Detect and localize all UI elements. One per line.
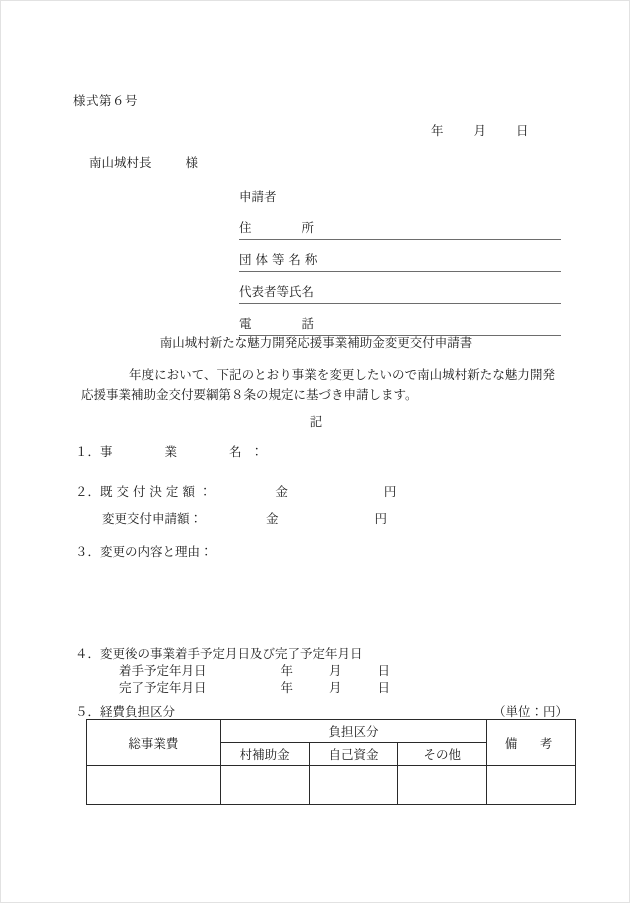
item-4-end-month: 月 bbox=[329, 680, 342, 695]
date-month-label: 月 bbox=[473, 123, 487, 138]
item-1-number: １． bbox=[75, 444, 101, 459]
table-row bbox=[87, 766, 576, 805]
item-4-label: 変更後の事業着手予定月日及び完了予定年月日 bbox=[100, 646, 363, 661]
date-day-label: 日 bbox=[516, 123, 529, 138]
date-year-label: 年 bbox=[431, 123, 444, 138]
applicant-block bbox=[239, 187, 561, 336]
item-4-start-label: 着手予定年月日 bbox=[119, 663, 207, 678]
applicant-field-organization-name[interactable] bbox=[239, 249, 561, 272]
applicant-label-representative-name: 代表者等氏名 bbox=[239, 284, 315, 299]
addressee bbox=[89, 153, 198, 171]
item-2-number: ２． bbox=[75, 484, 101, 499]
item-2-sub-currency-suffix: 円 bbox=[374, 511, 388, 526]
item-2-label: 既 交 付 決 定 額 ： bbox=[100, 484, 212, 499]
item-2-granted-amount bbox=[75, 482, 396, 500]
item-5-cost-breakdown bbox=[75, 702, 175, 720]
item-1-label: 事 業 名： bbox=[100, 444, 273, 459]
item-4-start-date-row bbox=[119, 661, 390, 679]
ki-marker: 記 bbox=[309, 414, 323, 429]
item-4-start-year: 年 bbox=[280, 663, 294, 678]
cell-own-funds[interactable] bbox=[309, 766, 398, 805]
item-2-currency-prefix: 金 bbox=[275, 484, 288, 499]
cell-other[interactable] bbox=[398, 766, 487, 805]
item-5-number: ５． bbox=[75, 704, 101, 719]
addressee-honorific: 様 bbox=[185, 155, 199, 170]
applicant-label-organization-name: 団 体 等 名 称 bbox=[239, 252, 318, 267]
cell-remark[interactable] bbox=[487, 766, 576, 805]
header-burden-category: 負担区分 bbox=[220, 720, 486, 743]
item-4-number: ４． bbox=[75, 646, 101, 661]
item-4-start-month: 月 bbox=[329, 663, 342, 678]
applicant-title: 申請者 bbox=[239, 189, 277, 204]
addressee-name: 南山城村長 bbox=[89, 155, 152, 170]
header-total-cost: 総事業費 bbox=[87, 720, 221, 766]
document-title: 南山城村新たな魅力開発応援事業補助金変更交付申請書 bbox=[159, 335, 473, 350]
applicant-label-telephone: 電 話 bbox=[239, 316, 315, 331]
item-2-sub-currency-prefix: 金 bbox=[266, 511, 279, 526]
form-number: 様式第６号 bbox=[73, 93, 139, 108]
table-header-row-1 bbox=[87, 720, 576, 743]
applicant-label-address: 住 所 bbox=[239, 220, 315, 235]
item-2-currency-suffix: 円 bbox=[383, 484, 397, 499]
applicant-field-representative-name[interactable] bbox=[239, 281, 561, 304]
item-5-label: 経費負担区分 bbox=[100, 704, 176, 719]
date-line bbox=[431, 121, 581, 139]
item-1-project-name bbox=[75, 442, 272, 460]
header-remark: 備 考 bbox=[487, 720, 576, 766]
item-4-start-day: 日 bbox=[377, 663, 391, 678]
item-2-sub-label: 変更交付申請額： bbox=[102, 511, 203, 526]
cost-breakdown-table bbox=[86, 719, 576, 805]
header-own-funds: 自己資金 bbox=[309, 743, 398, 766]
cell-village-subsidy[interactable] bbox=[220, 766, 309, 805]
cell-total-cost[interactable] bbox=[87, 766, 221, 805]
item-4-end-year: 年 bbox=[280, 680, 294, 695]
item-3-number: ３． bbox=[75, 544, 101, 559]
applicant-field-address[interactable] bbox=[239, 217, 561, 240]
item-3-change-reason bbox=[75, 542, 213, 560]
item-4-end-date-row bbox=[119, 678, 390, 696]
unit-note: （単位：円） bbox=[493, 704, 569, 719]
item-3-label: 変更の内容と理由： bbox=[100, 544, 213, 559]
item-4-end-day: 日 bbox=[377, 680, 391, 695]
item-4-schedule bbox=[75, 644, 363, 662]
body-paragraph: 年度において、下記のとおり事業を変更したいので南山城村新たな魅力開発応援事業補助金交付要綱第８条の規定に基づき申請します。 bbox=[81, 367, 555, 402]
header-other: その他 bbox=[398, 743, 487, 766]
header-village-subsidy: 村補助金 bbox=[220, 743, 309, 766]
item-2-changed-amount bbox=[102, 509, 387, 527]
item-4-end-label: 完了予定年月日 bbox=[119, 680, 207, 695]
